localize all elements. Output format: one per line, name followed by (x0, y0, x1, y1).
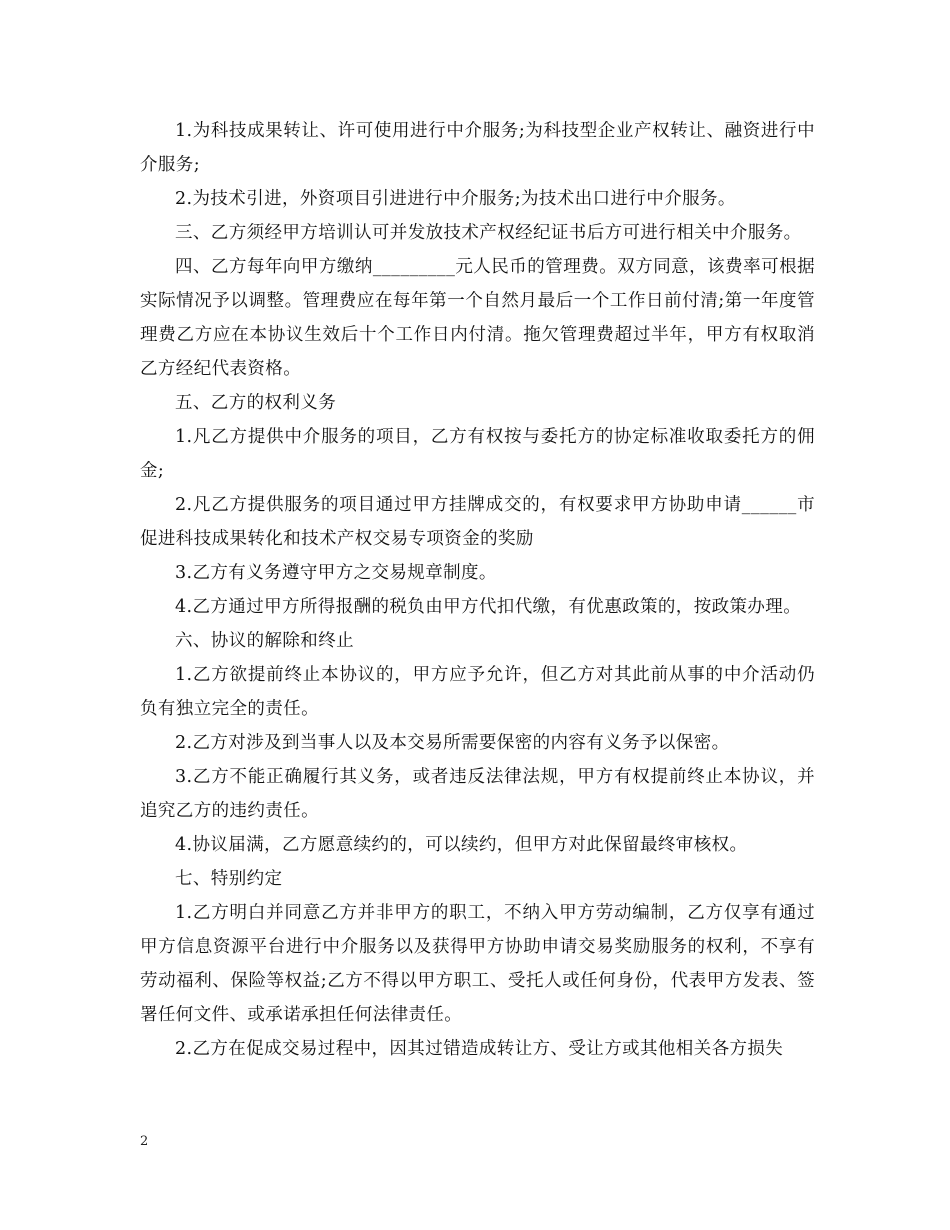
paragraph-7-2: 2.乙方在促成交易过程中，因其过错造成转让方、受让方或其他相关各方损失 (175, 1039, 784, 1059)
paragraph-6-1: 1.乙方欲提前终止本协议的，甲方应予允许，但乙方对其此前从事的中介活动仍负有独立完全的责任。 (140, 665, 815, 719)
section-heading-5: 五、乙方的权利义务 (175, 393, 337, 413)
paragraph-6-4: 4.协议届满，乙方愿意续约的，可以续约，但甲方对此保留最终审核权。 (175, 835, 748, 855)
paragraph-2: 2.为技术引进，外资项目引进进行中介服务;为技术出口进行中介服务。 (175, 189, 736, 209)
section-heading-6: 六、协议的解除和终止 (175, 631, 354, 651)
paragraph-6-2: 2.乙方对涉及到当事人以及本交易所需要保密的内容有义务予以保密。 (175, 733, 730, 753)
section-heading-7: 七、特别约定 (175, 869, 283, 889)
paragraph-6-3: 3.乙方不能正确履行其义务，或者违反法律法规，甲方有权提前终止本协议，并追究乙方的违约责任。 (140, 767, 815, 821)
paragraph-5-3: 3.乙方有义务遵守甲方之交易规章制度。 (175, 563, 497, 583)
paragraph-5-1: 1.凡乙方提供中介服务的项目，乙方有权按与委托方的协定标准收取委托方的佣金; (140, 427, 815, 481)
paragraph-5-4: 4.乙方通过甲方所得报酬的税负由甲方代扣代缴，有优惠政策的，按政策办理。 (175, 597, 802, 617)
paragraph-4: 四、乙方每年向甲方缴纳_________元人民币的管理费。双方同意，该费率可根据实际情况予以调整。管理费应在每年第一个自然月最后一个工作日前付清;第一年度管理费乙方应在本协议生效后十个工作日内付清。拖欠管理费超过半年，甲方有权取消乙方经纪代表资格。 (140, 257, 815, 379)
document-body (140, 114, 815, 1066)
paragraph-5-2: 2.凡乙方提供服务的项目通过甲方挂牌成交的，有权要求甲方协助申请______市促进科技成果转化和技术产权交易专项资金的奖励 (140, 495, 815, 549)
paragraph-1: 1.为科技成果转让、许可使用进行中介服务;为科技型企业产权转让、融资进行中介服务; (140, 121, 815, 175)
paragraph-3: 三、乙方须经甲方培训认可并发放技术产权经纪证书后方可进行相关中介服务。 (175, 223, 802, 243)
page-number: 2 (140, 1134, 149, 1149)
paragraph-7-1: 1.乙方明白并同意乙方并非甲方的职工，不纳入甲方劳动编制，乙方仅享有通过甲方信息资源平台进行中介服务以及获得甲方协助申请交易奖励服务的权利，不享有劳动福利、保险等权益;乙方不得以甲方职工、受托人或任何身份，代表甲方发表、签署任何文件、或承诺承担任何法律责任。 (140, 903, 815, 1025)
